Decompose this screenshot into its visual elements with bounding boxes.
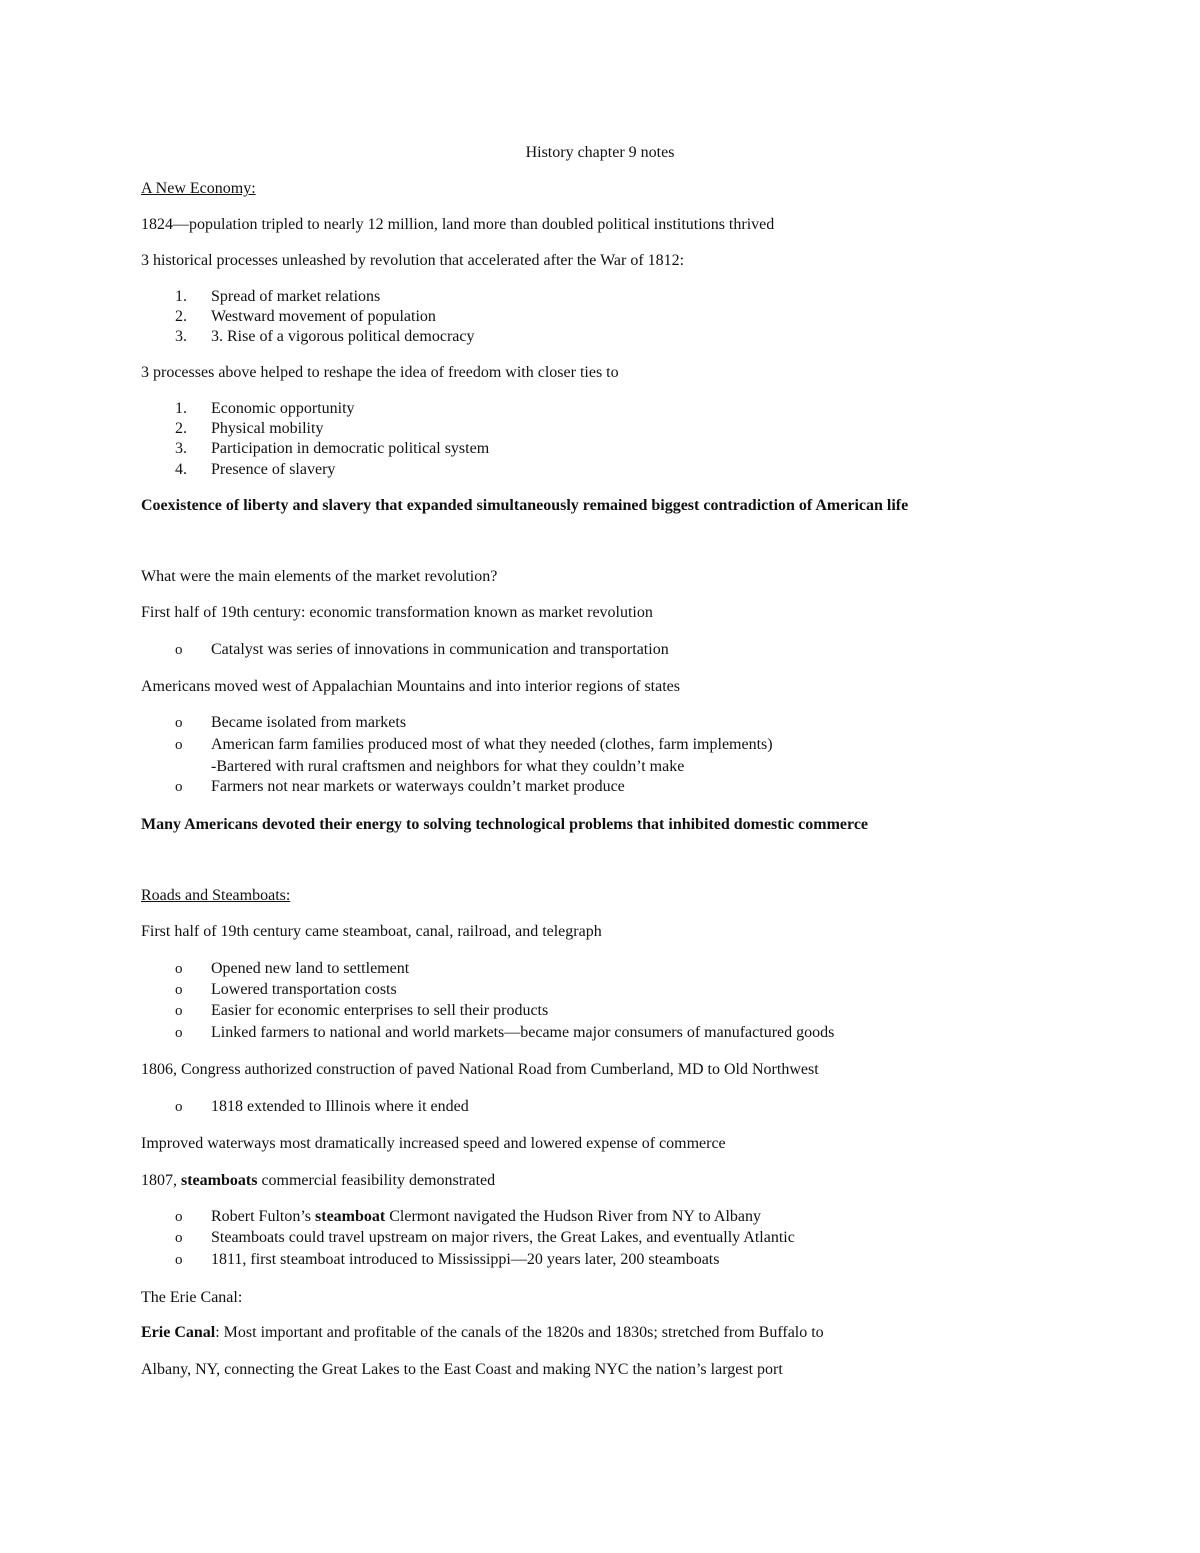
bullet-text: Linked farmers to national and world markets—became major consumers of manufactured goods	[211, 1024, 835, 1041]
paragraph	[141, 1171, 495, 1191]
list-number: 2.	[175, 308, 187, 325]
bullet-text: American farm families produced most of what they needed (clothes, farm implements)	[211, 736, 773, 753]
list-item	[175, 307, 436, 327]
bullet-item	[175, 1023, 834, 1043]
text-run: Clermont navigated the Hudson River from NY to Albany	[385, 1208, 762, 1225]
bullet-continuation: -Bartered with rural craftsmen and neighbors for what they couldn’t make	[211, 758, 685, 775]
bullet-item	[175, 735, 773, 755]
bullet-item	[175, 777, 625, 797]
bullet-text: Catalyst was series of innovations in communication and transportation	[211, 641, 669, 658]
paragraph: First half of 19th century: economic transformation known as market revolution	[141, 604, 653, 621]
bullet-item	[175, 1228, 795, 1248]
bullet-text: Opened new land to settlement	[211, 960, 410, 977]
bullet-marker: o	[175, 642, 183, 658]
bullet-text: Steamboats could travel upstream on major rivers, the Great Lakes, and eventually Atlantic	[211, 1229, 795, 1246]
list-number: 3.	[175, 440, 187, 457]
bullet-item	[175, 959, 409, 979]
bullet-text: Became isolated from markets	[211, 714, 407, 731]
bold-term: Erie Canal	[141, 1324, 216, 1341]
bullet-item	[175, 1207, 761, 1227]
paragraph: 1806, Congress authorized construction of paved National Road from Cumberland, MD to Old Northwest	[141, 1061, 819, 1078]
bullet-marker: o	[175, 1003, 183, 1019]
bullet-marker: o	[175, 1209, 183, 1225]
bold-statement: Many Americans devoted their energy to solving technological problems that inhibited domestic commerce	[141, 816, 869, 833]
list-item	[175, 287, 380, 307]
bullet-text: Easier for economic enterprises to sell their products	[211, 1002, 549, 1019]
list-item-text: Presence of slavery	[211, 461, 336, 478]
bullet-marker: o	[175, 715, 183, 731]
paragraph: Albany, NY, connecting the Great Lakes to the East Coast and making NYC the nation’s largest port	[141, 1361, 783, 1378]
section-heading-erie-canal: The Erie Canal:	[141, 1289, 243, 1306]
bold-term: steamboats	[181, 1172, 258, 1189]
bullet-item	[175, 980, 397, 1000]
list-number: 1.	[175, 400, 187, 417]
list-item-text: Westward movement of population	[211, 308, 436, 325]
text-run: 1807,	[141, 1172, 181, 1189]
bullet-item	[175, 1097, 469, 1117]
bullet-marker: o	[175, 779, 183, 795]
bullet-text: 1811, first steamboat introduced to Mississippi—20 years later, 200 steamboats	[211, 1251, 720, 1268]
bullet-text: 1818 extended to Illinois where it ended	[211, 1098, 469, 1115]
list-number: 2.	[175, 420, 187, 437]
bullet-marker: o	[175, 737, 183, 753]
text-run: Robert Fulton’s	[211, 1208, 316, 1225]
list-item	[175, 327, 474, 347]
bullet-item	[175, 1250, 719, 1270]
list-item-text: Economic opportunity	[211, 400, 355, 417]
bullet-item	[175, 1001, 548, 1021]
bullet-marker: o	[175, 1099, 183, 1115]
list-item	[175, 399, 355, 419]
list-item-text: Physical mobility	[211, 420, 324, 437]
text-run: commercial feasibility demonstrated	[257, 1172, 496, 1189]
bullet-marker: o	[175, 961, 183, 977]
paragraph: First half of 19th century came steamboat, canal, railroad, and telegraph	[141, 923, 602, 940]
page-title: History chapter 9 notes	[525, 144, 675, 161]
paragraph: Improved waterways most dramatically increased speed and lowered expense of commerce	[141, 1135, 726, 1152]
list-item	[175, 460, 335, 480]
question: What were the main elements of the market revolution?	[141, 568, 498, 585]
bullet-item	[175, 713, 406, 733]
bullet-marker: o	[175, 1025, 183, 1041]
paragraph	[141, 1323, 824, 1343]
list-item	[175, 439, 489, 459]
bullet-text: Lowered transportation costs	[211, 981, 397, 998]
paragraph: Americans moved west of Appalachian Mountains and into interior regions of states	[141, 678, 680, 695]
list-item-text: 3. Rise of a vigorous political democracy	[211, 328, 475, 345]
list-number: 1.	[175, 288, 187, 305]
bullet-marker: o	[175, 1252, 183, 1268]
section-heading-roads-steamboats: Roads and Steamboats:	[141, 887, 291, 904]
bold-statement: Coexistence of liberty and slavery that expanded simultaneously remained biggest contradiction of American life	[141, 497, 909, 514]
bullet-marker: o	[175, 1230, 183, 1246]
section-heading-new-economy: A New Economy:	[141, 180, 256, 197]
paragraph: 3 processes above helped to reshape the idea of freedom with closer ties to	[141, 364, 619, 381]
list-item-text: Spread of market relations	[211, 288, 381, 305]
paragraph: 3 historical processes unleashed by revolution that accelerated after the War of 1812:	[141, 252, 685, 269]
bold-term: steamboat	[315, 1208, 386, 1225]
list-number: 3.	[175, 328, 187, 345]
list-item-text: Participation in democratic political system	[211, 440, 490, 457]
bullet-text: Farmers not near markets or waterways couldn’t market produce	[211, 778, 625, 795]
list-item	[175, 419, 323, 439]
bullet-marker: o	[175, 982, 183, 998]
paragraph: 1824—population tripled to nearly 12 million, land more than doubled political institutions thrived	[141, 216, 775, 233]
text-run: : Most important and profitable of the canals of the 1820s and 1830s; stretched from Buffalo to	[215, 1324, 824, 1341]
list-number: 4.	[175, 461, 187, 478]
bullet-item	[175, 640, 669, 660]
